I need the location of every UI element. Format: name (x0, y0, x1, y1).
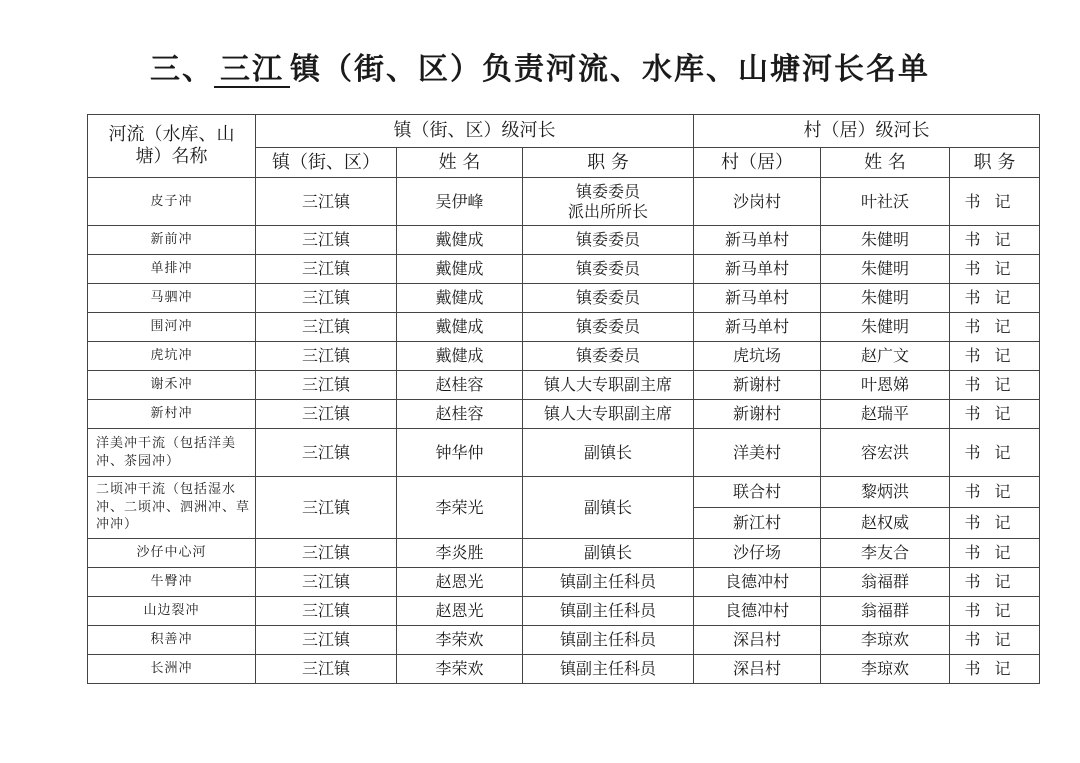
river-chief-table (87, 114, 1040, 684)
town-chief-position: 镇副主任科员 (523, 626, 694, 655)
table-row (88, 626, 1040, 655)
village-chief-name: 赵瑞平 (821, 400, 950, 429)
village-chief-position: 书记 (950, 178, 1040, 226)
town-chief-position: 镇委委员 (523, 313, 694, 342)
table-row (88, 313, 1040, 342)
village: 新谢村 (694, 400, 821, 429)
title-suffix: 镇（街、区）负责河流、水库、山塘河长名单 (290, 52, 930, 87)
town-chief-name: 赵恩光 (397, 597, 523, 626)
village-chief-position: 书记 (950, 400, 1040, 429)
town-chief-name: 李炎胜 (397, 539, 523, 568)
town-chief-name: 吴伊峰 (397, 178, 523, 226)
river-name: 牛臀冲 (88, 568, 256, 597)
village-chief-name: 李琼欢 (821, 626, 950, 655)
town-chief-position: 镇人大专职副主席 (523, 371, 694, 400)
village-chief-position: 书记 (950, 477, 1040, 508)
town-chief-position: 镇委委员 (523, 255, 694, 284)
village: 新马单村 (694, 284, 821, 313)
header-river-name: 河流（水库、山塘）名称 (88, 115, 256, 178)
river-name: 新村冲 (88, 400, 256, 429)
town: 三江镇 (256, 655, 397, 684)
town-chief-name: 戴健成 (397, 342, 523, 371)
table-row (88, 255, 1040, 284)
town-chief-name: 赵恩光 (397, 568, 523, 597)
town-chief-position: 镇副主任科员 (523, 568, 694, 597)
village-chief-name: 翁福群 (821, 597, 950, 626)
village: 联合村 (694, 477, 821, 508)
town-chief-name: 赵桂容 (397, 400, 523, 429)
river-name: 马驷冲 (88, 284, 256, 313)
header-village-position: 职 务 (950, 148, 1040, 178)
village: 新马单村 (694, 226, 821, 255)
village-chief-name: 朱健明 (821, 226, 950, 255)
village: 沙仔场 (694, 539, 821, 568)
village-chief-name: 容宏洪 (821, 429, 950, 477)
village-chief-name: 赵权威 (821, 508, 950, 539)
village-chief-name: 李友合 (821, 539, 950, 568)
table-row (88, 655, 1040, 684)
river-name: 沙仔中心河 (88, 539, 256, 568)
town: 三江镇 (256, 178, 397, 226)
town-chief-name: 李荣欢 (397, 655, 523, 684)
village-chief-position: 书记 (950, 597, 1040, 626)
town: 三江镇 (256, 371, 397, 400)
river-name: 围河冲 (88, 313, 256, 342)
town: 三江镇 (256, 226, 397, 255)
table-row (88, 568, 1040, 597)
village-chief-position: 书记 (950, 371, 1040, 400)
table-row (88, 539, 1040, 568)
village: 深吕村 (694, 655, 821, 684)
town-chief-position: 镇副主任科员 (523, 655, 694, 684)
town-chief-name: 戴健成 (397, 284, 523, 313)
village-chief-position: 书记 (950, 655, 1040, 684)
village: 良德冲村 (694, 597, 821, 626)
village-chief-name: 叶恩娣 (821, 371, 950, 400)
town: 三江镇 (256, 477, 397, 539)
town: 三江镇 (256, 400, 397, 429)
village-chief-name: 李琼欢 (821, 655, 950, 684)
town-chief-name: 李荣光 (397, 477, 523, 539)
header-village: 村（居） (694, 148, 821, 178)
village-chief-position: 书记 (950, 626, 1040, 655)
town-chief-position: 副镇长 (523, 429, 694, 477)
header-town-position: 职 务 (523, 148, 694, 178)
table-row (88, 284, 1040, 313)
town-chief-position: 镇委委员 (523, 226, 694, 255)
river-name: 皮子冲 (88, 178, 256, 226)
title-prefix: 三、 (150, 52, 214, 87)
river-name: 单排冲 (88, 255, 256, 284)
village-chief-name: 朱健明 (821, 284, 950, 313)
header-village-group: 村（居）级河长 (694, 115, 1040, 148)
river-name: 积善冲 (88, 626, 256, 655)
village: 虎坑场 (694, 342, 821, 371)
town-chief-name: 戴健成 (397, 313, 523, 342)
table-row (88, 342, 1040, 371)
table-row (88, 400, 1040, 429)
town: 三江镇 (256, 255, 397, 284)
town: 三江镇 (256, 429, 397, 477)
river-name: 长洲冲 (88, 655, 256, 684)
village-chief-position: 书记 (950, 342, 1040, 371)
town: 三江镇 (256, 284, 397, 313)
table-row (88, 429, 1040, 477)
table-row (88, 477, 1040, 508)
village-chief-position: 书记 (950, 313, 1040, 342)
river-name: 谢禾冲 (88, 371, 256, 400)
village-chief-name: 黎炳洪 (821, 477, 950, 508)
village-chief-name: 翁福群 (821, 568, 950, 597)
town-chief-name: 戴健成 (397, 255, 523, 284)
table-row (88, 226, 1040, 255)
village-chief-position: 书记 (950, 255, 1040, 284)
river-name: 山边裂冲 (88, 597, 256, 626)
village: 深吕村 (694, 626, 821, 655)
village-chief-name: 朱健明 (821, 313, 950, 342)
river-name: 洋美冲干流（包括洋美冲、茶园冲） (88, 429, 256, 477)
table-row (88, 178, 1040, 226)
village-chief-position: 书记 (950, 539, 1040, 568)
village-chief-position: 书记 (950, 508, 1040, 539)
header-village-name: 姓 名 (821, 148, 950, 178)
river-name: 二顷冲干流（包括湿水冲、二顷冲、泗洲冲、草冲冲） (88, 477, 256, 539)
village-chief-position: 书记 (950, 284, 1040, 313)
town-chief-name: 钟华仲 (397, 429, 523, 477)
village: 洋美村 (694, 429, 821, 477)
town-chief-position: 副镇长 (523, 539, 694, 568)
header-town-name: 姓 名 (397, 148, 523, 178)
town-chief-position: 副镇长 (523, 477, 694, 539)
title-town: 三江 (214, 54, 290, 88)
position-line: 派出所所长 (568, 201, 649, 221)
village: 良德冲村 (694, 568, 821, 597)
town-chief-name: 赵桂容 (397, 371, 523, 400)
village-chief-name: 朱健明 (821, 255, 950, 284)
town-chief-position: 镇副主任科员 (523, 597, 694, 626)
header-town-group: 镇（街、区）级河长 (256, 115, 694, 148)
river-name: 新前冲 (88, 226, 256, 255)
village-chief-position: 书记 (950, 429, 1040, 477)
town-chief-position (523, 178, 694, 226)
position-line: 镇委委员 (576, 182, 641, 202)
town: 三江镇 (256, 597, 397, 626)
town: 三江镇 (256, 342, 397, 371)
table-row (88, 597, 1040, 626)
town-chief-position: 镇委委员 (523, 284, 694, 313)
town-chief-position: 镇委委员 (523, 342, 694, 371)
town: 三江镇 (256, 313, 397, 342)
village: 新江村 (694, 508, 821, 539)
village-chief-position: 书记 (950, 226, 1040, 255)
header-town: 镇（街、区） (256, 148, 397, 178)
town-chief-position: 镇人大专职副主席 (523, 400, 694, 429)
village: 新马单村 (694, 313, 821, 342)
village: 新马单村 (694, 255, 821, 284)
river-name: 虎坑冲 (88, 342, 256, 371)
table-row (88, 371, 1040, 400)
town-chief-name: 戴健成 (397, 226, 523, 255)
village: 新谢村 (694, 371, 821, 400)
village-chief-name: 赵广文 (821, 342, 950, 371)
town: 三江镇 (256, 626, 397, 655)
village-chief-name: 叶社沃 (821, 178, 950, 226)
document-title (0, 44, 1080, 88)
town-chief-name: 李荣欢 (397, 626, 523, 655)
town: 三江镇 (256, 568, 397, 597)
village-chief-position: 书记 (950, 568, 1040, 597)
town: 三江镇 (256, 539, 397, 568)
village: 沙岗村 (694, 178, 821, 226)
